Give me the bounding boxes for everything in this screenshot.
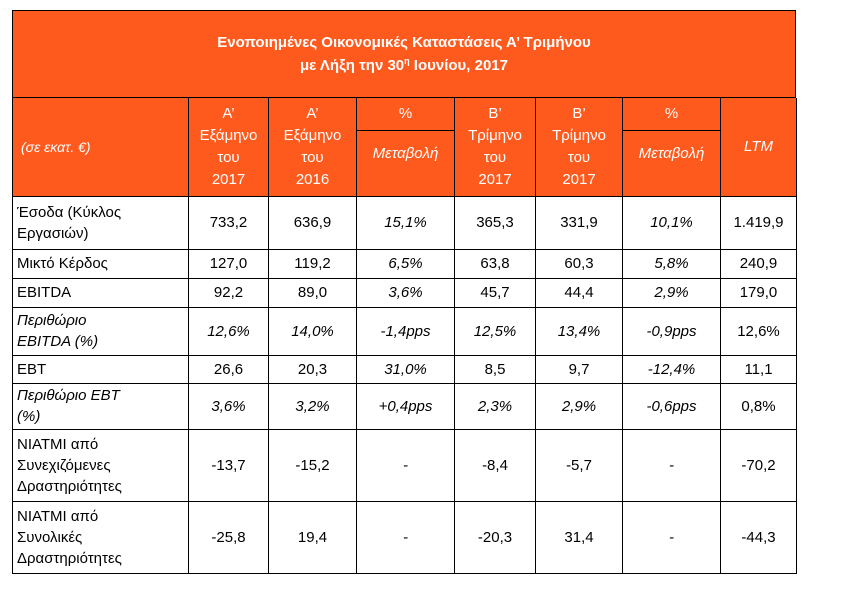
- row-label: [13, 278, 189, 307]
- table-row: [13, 355, 797, 383]
- table-cell: -25,8: [189, 501, 269, 573]
- table-cell: +0,4pps: [357, 383, 455, 429]
- row-label-line: EBT: [17, 360, 47, 378]
- title-line-2-text: με Λήξη την 30: [300, 57, 405, 74]
- table-cell: 240,9: [721, 249, 797, 278]
- table-cell: 14,0%: [269, 307, 357, 355]
- table-cell: 0,8%: [721, 383, 797, 429]
- title-line-1: Ενοποιημένες Οικονομικές Καταστάσεις Α’ Τριμήνου: [217, 34, 591, 51]
- table-title: [12, 10, 796, 98]
- table-cell: 92,2: [189, 278, 269, 307]
- table-cell: 3,2%: [269, 383, 357, 429]
- table-cell: 179,0: [721, 278, 797, 307]
- table-cell: 63,8: [455, 249, 536, 278]
- col-header-line: Α’: [222, 104, 235, 122]
- row-label: [13, 383, 189, 429]
- table-cell: 13,4%: [536, 307, 623, 355]
- col-header-h1-change: [357, 98, 455, 196]
- row-label-line: Δραστηριότητες: [17, 477, 122, 495]
- table-cell: -12,4%: [623, 355, 721, 383]
- row-label-line: Περιθώριο: [17, 312, 87, 329]
- table-cell: 12,5%: [455, 307, 536, 355]
- table-cell: 31,4: [536, 501, 623, 573]
- row-label: [13, 249, 189, 278]
- row-label-line: Περιθώριο EBT: [17, 387, 120, 404]
- table-cell: -70,2: [721, 429, 797, 501]
- table-cell: 60,3: [536, 249, 623, 278]
- units-label: (σε εκατ. €): [13, 98, 189, 196]
- table-cell: -0,9pps: [623, 307, 721, 355]
- table-cell: -15,2: [269, 429, 357, 501]
- row-label-line: EBITDA: [17, 284, 72, 301]
- table-cell: 19,4: [269, 501, 357, 573]
- table-cell: -1,4pps: [357, 307, 455, 355]
- table-row: [13, 196, 797, 249]
- col-header-q2-2017-b: [536, 98, 623, 196]
- col-header-line: Εξάμηνο: [199, 126, 258, 144]
- table-cell: 127,0: [189, 249, 269, 278]
- table-cell: 12,6%: [721, 307, 797, 355]
- col-header-line: Εξάμηνο: [283, 126, 342, 144]
- title-superscript: η: [404, 56, 410, 66]
- table-cell: 1.419,9: [721, 196, 797, 249]
- table-cell: 6,5%: [357, 249, 455, 278]
- row-label-line: NIATMI από: [17, 507, 99, 525]
- table-cell: -: [623, 501, 721, 573]
- row-label-line: (%): [17, 408, 41, 425]
- table-cell: 11,1: [721, 355, 797, 383]
- table-cell: 26,6: [189, 355, 269, 383]
- table-cell: 8,5: [455, 355, 536, 383]
- col-header-line: Β’: [488, 104, 502, 122]
- table-cell: 10,1%: [623, 196, 721, 249]
- table-cell: 2,3%: [455, 383, 536, 429]
- financial-table: [12, 98, 797, 574]
- table-cell: 733,2: [189, 196, 269, 249]
- table-cell: 2,9%: [536, 383, 623, 429]
- table-cell: 15,1%: [357, 196, 455, 249]
- row-label: [13, 429, 189, 501]
- col-header-line: 2017: [562, 170, 596, 188]
- table-cell: 2,9%: [623, 278, 721, 307]
- table-cell: 331,9: [536, 196, 623, 249]
- table-cell: 89,0: [269, 278, 357, 307]
- table-row: [13, 429, 797, 501]
- row-label-line: Συνολικές: [17, 528, 83, 546]
- col-header-line: 2017: [211, 170, 246, 188]
- row-label-line: Εργασιών): [17, 224, 89, 242]
- table-cell: 5,8%: [623, 249, 721, 278]
- col-header-q2-change: [623, 98, 721, 196]
- table-cell: -8,4: [455, 429, 536, 501]
- col-header-line: Α’: [306, 104, 319, 122]
- table-cell: 3,6%: [357, 278, 455, 307]
- financial-table-container: [12, 10, 796, 574]
- table-cell: -13,7: [189, 429, 269, 501]
- table-row: [13, 278, 797, 307]
- col-header-line: Β’: [572, 104, 586, 122]
- table-cell: 119,2: [269, 249, 357, 278]
- header-row: [13, 98, 797, 196]
- col-header-line: του: [483, 148, 507, 166]
- col-header-pct: %: [623, 98, 720, 131]
- row-label-line: Μικτό Κέρδος: [17, 255, 108, 272]
- title-line-2-suffix: Ιουνίου, 2017: [409, 57, 508, 74]
- col-header-line: 2017: [478, 170, 512, 188]
- table-cell: 636,9: [269, 196, 357, 249]
- table-cell: -5,7: [536, 429, 623, 501]
- table-cell: -: [623, 429, 721, 501]
- col-header-ltm: LTM: [721, 98, 797, 196]
- row-label: [13, 307, 189, 355]
- table-row: [13, 383, 797, 429]
- row-label-line: Έσοδα (Κύκλος: [17, 203, 122, 221]
- col-header-line: Τρίμηνο: [468, 126, 522, 144]
- col-header-pct: %: [357, 98, 454, 131]
- table-row: [13, 249, 797, 278]
- table-cell: 365,3: [455, 196, 536, 249]
- table-cell: -0,6pps: [623, 383, 721, 429]
- table-row: [13, 501, 797, 573]
- table-cell: 9,7: [536, 355, 623, 383]
- row-label-line: NIATMI από: [17, 435, 99, 453]
- row-label: [13, 355, 189, 383]
- col-header-change: Μεταβολή: [638, 145, 705, 162]
- col-header-change: Μεταβολή: [372, 145, 439, 162]
- table-cell: -20,3: [455, 501, 536, 573]
- col-header-line: του: [567, 148, 591, 166]
- table-cell: -44,3: [721, 501, 797, 573]
- table-cell: -: [357, 501, 455, 573]
- col-header-line: Τρίμηνο: [552, 126, 606, 144]
- table-cell: 3,6%: [189, 383, 269, 429]
- col-header-h1-2017: [189, 98, 269, 196]
- table-cell: 20,3: [269, 355, 357, 383]
- table-row: [13, 307, 797, 355]
- row-label: [13, 501, 189, 573]
- row-label: [13, 196, 189, 249]
- col-header-h1-2016: [269, 98, 357, 196]
- table-cell: 44,4: [536, 278, 623, 307]
- col-header-line: του: [301, 148, 324, 166]
- row-label-line: EBITDA (%): [17, 333, 99, 350]
- table-cell: 31,0%: [357, 355, 455, 383]
- table-cell: 45,7: [455, 278, 536, 307]
- table-body: [13, 196, 797, 573]
- table-cell: 12,6%: [189, 307, 269, 355]
- title-line-2: [300, 54, 508, 77]
- row-label-line: Συνεχιζόμενες: [17, 456, 111, 474]
- col-header-q2-2017-a: [455, 98, 536, 196]
- col-header-line: του: [217, 148, 240, 166]
- col-header-line: 2016: [295, 170, 330, 188]
- row-label-line: Δραστηριότητες: [17, 549, 122, 567]
- table-cell: -: [357, 429, 455, 501]
